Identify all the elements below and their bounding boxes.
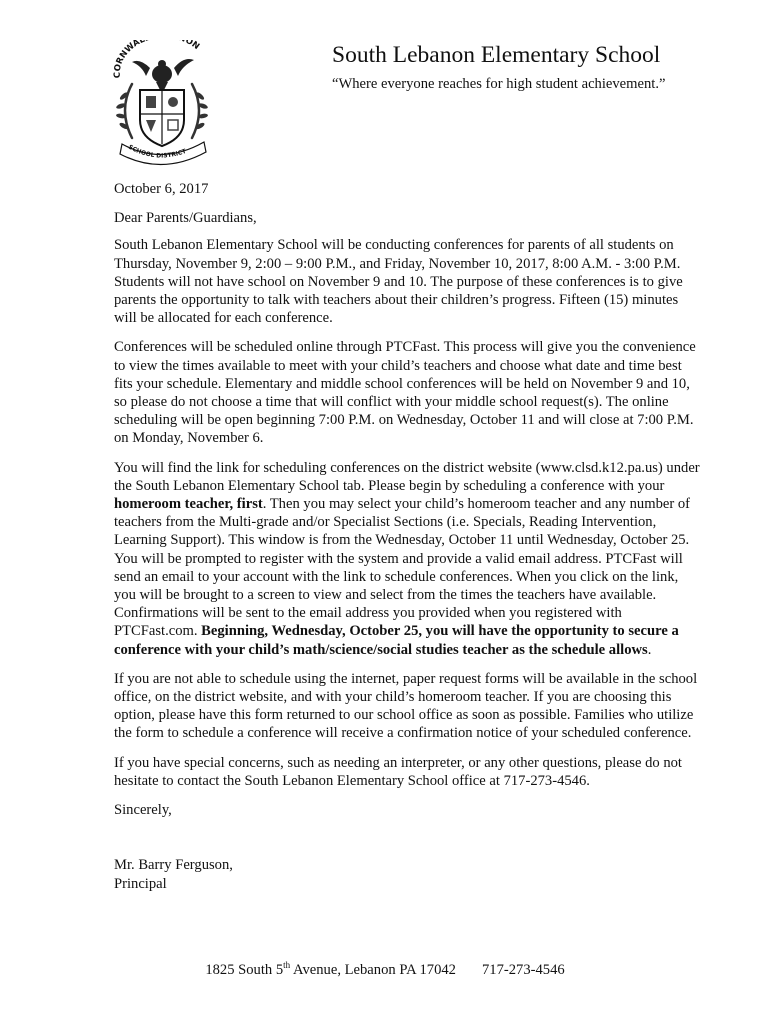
- p3-bold-homeroom: homeroom teacher, first: [114, 496, 263, 513]
- seal-top-text: CORNWAL ON: [112, 40, 202, 79]
- address-post: Avenue, Lebanon PA 17042: [290, 962, 456, 978]
- p3-text-c: .: [647, 641, 652, 658]
- signer-name: Mr. Barry Ferguson,: [114, 857, 233, 874]
- seal-bottom-text: SCHOOL DISTRICT: [127, 143, 188, 160]
- paragraph-paper-forms: If you are not able to schedule using the internet, paper request forms will be available in the school office, on the district website, and with your child’s homeroom teacher. If you are choosing this option, please have this form returned to our school office as soon as possible. Families who utilize the form to schedule a conference will receive a confirmation notice of your scheduled conference.: [114, 670, 698, 742]
- letter-body: [114, 180, 700, 893]
- signer-title: Principal: [114, 875, 167, 892]
- letter-date: October 6, 2017: [114, 181, 209, 197]
- footer-phone: 717-273-4546: [481, 962, 565, 978]
- footer-address: [0, 960, 770, 979]
- paragraph-ptcfast-scheduling: Conferences will be scheduled online through PTCFast. This process will give you the convenience to view the times available to meet with your child’s teachers and choose what date and time best fits your schedule. Elementary and middle school conferences will be held on November 9 and 10, so please do not choose a time that will conflict with your middle school request(s). The online scheduling will be open beginning 7:00 P.M. on Wednesday, October 11 and will close at 7:00 P.M. on Monday, November 6.: [114, 339, 696, 447]
- p3-text-a: You will find the link for scheduling conferences on the district website (www.clsd.k12.pa.us) under the South Lebanon Elementary School tab. Please begin by scheduling a conference with your: [114, 459, 700, 494]
- paragraph-scheduling-instructions: [114, 459, 700, 659]
- letter-greeting: Dear Parents/Guardians,: [114, 210, 257, 227]
- school-district-seal-icon: [110, 40, 215, 175]
- paragraph-conference-dates: South Lebanon Elementary School will be conducting conferences for parents of all students on Thursday, November 9, 2:00 – 9:00 P.M., and Friday, November 10, 2017, 8:00 A.M. - 3:00 P.M. Students will not have school on November 9 and 10. The purpose of these conferences is to give parents the opportunity to talk with teachers about their children’s progress. Fifteen (15) minutes will be allocated for each conference.: [114, 237, 683, 327]
- address-sup: th: [283, 960, 291, 970]
- letter-closing: Sincerely,: [114, 802, 172, 819]
- address-pre: 1825 South 5: [205, 962, 284, 978]
- school-motto: “Where everyone reaches for high student achievement.”: [332, 76, 666, 92]
- p3-text-b: . Then you may select your child’s homeroom teacher and any number of teachers from the Multi-grade and/or Specialist Sections (i.e. Specials, Reading Intervention, Learning Support). This window is from the Wednesday, October 11 until Wednesday, October 25. You will be prompted to register with the system and provide a valid email address. PTCFast will send an email to your account with the link to schedule conferences. When you click on the link, you will be brought to a screen to view and select from the times the teachers have available. Confirmations will be sent to the email address you provided when you registered with PTCFast.com.: [114, 496, 691, 640]
- p3-bold-october: Beginning, Wednesday, October 25, you will have the opportunity to secure a conference with your child’s math/science/social studies teacher as the schedule allows: [114, 623, 679, 658]
- paragraph-special-concerns: If you have special concerns, such as needing an interpreter, or any other questions, please do not hesitate to contact the South Lebanon Elementary School office at 717-273-4546.: [114, 754, 682, 789]
- school-name: South Lebanon Elementary School: [332, 42, 661, 68]
